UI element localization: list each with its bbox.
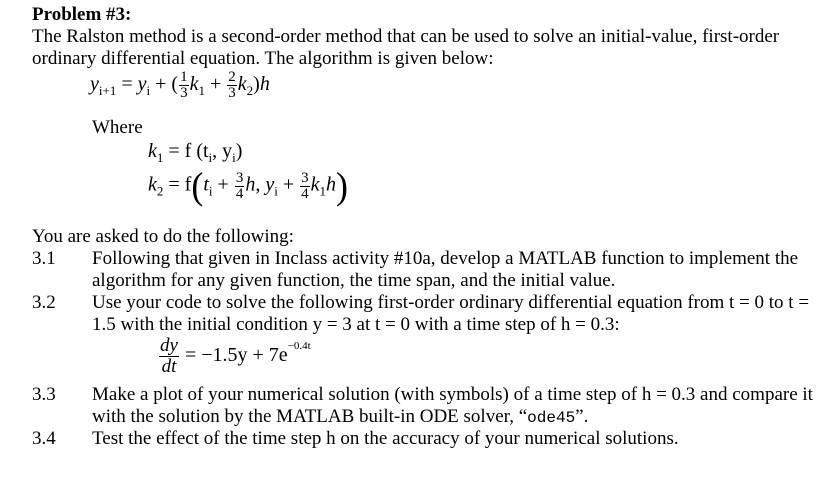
problem-title: Problem #3: [32,4,132,25]
task-text: Use your code to solve the following first-order ordinary differential equation from t = 0 to t = [92,292,810,313]
task-number: 3.3 [32,384,56,405]
task-text: 1.5 with the initial condition y = 3 at t = 0 with a time step of h = 0.3: [92,314,620,335]
ode-equation: $\frac{dy}{dt}$ = $-1.5y + 7e^{-0.4t}$ [160,335,311,377]
task-text: Following that given in Inclass activity #10a, develop a MATLAB function to implement the [92,248,799,269]
task-number: 3.4 [32,428,56,449]
k1-equation: $k_1 = f$ ($t_i$, $y_i$) [148,140,243,165]
k2-equation: $k_2 = f(t_i$ + $\frac{3}{4}$ h, $y_i$ + $\frac{3}{4}$ $k_1h$) [148,165,348,207]
ralston-equation: $y_{i+1} = y_i$ + ( $\frac{1}{3}$ $k_1$ + $\frac{2}{3}$ $k_2)h$ [90,69,270,101]
intro-line-1: The Ralston method is a second-order method that can be used to solve an initial-value, first-order [32,26,780,47]
task-number: 3.2 [32,292,56,313]
intro-line-2: ordinary differential equation. The algorithm is given below: [32,48,494,69]
task-text: Test the effect of the time step h on the accuracy of your numerical solutions. [92,428,679,449]
tasks-intro: You are asked to do the following: [32,226,294,247]
task-text: algorithm for any given function, the time span, and the initial value. [92,270,616,291]
task-text: Make a plot of your numerical solution (with symbols) of a time step of h = 0.3 and compare it [92,384,813,405]
where-label: Where [92,117,143,138]
task-text: with the solution by the MATLAB built-in ODE solver, “ode45”. [92,406,589,427]
code-ode45: ode45 [527,409,576,427]
task-number: 3.1 [32,248,56,269]
